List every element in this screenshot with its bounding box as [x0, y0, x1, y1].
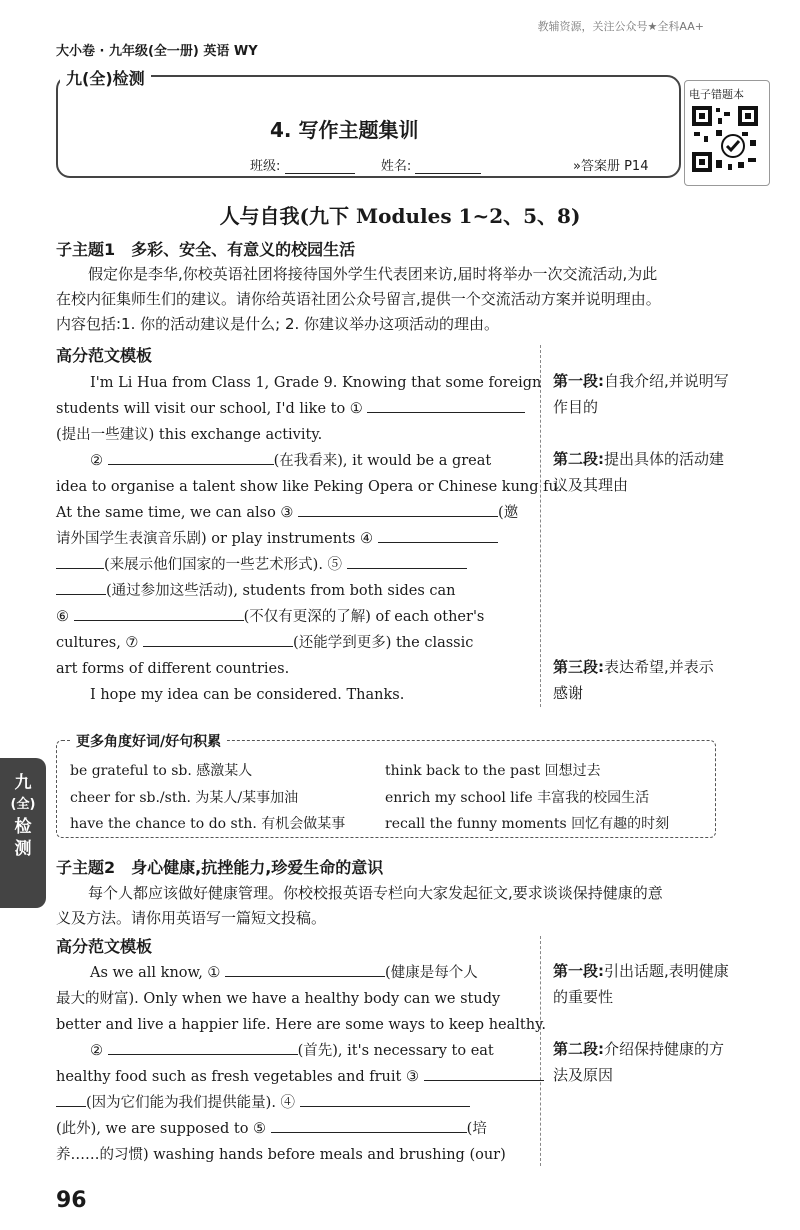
side-tab-char-2: (全) — [10, 797, 36, 812]
t2-note-2b: 法及原因 — [553, 1066, 614, 1084]
t1-line-10 — [56, 604, 484, 630]
topic1-prompt-line2: 在校内征集师生们的建议。请你给英语社团公众号留言,提供一个交流活动方案并说明理由。 — [56, 290, 661, 308]
t1-line-7 — [56, 526, 498, 552]
t1-num-6: ⑥ — [56, 609, 69, 625]
blank-4[interactable] — [378, 526, 498, 543]
t1-note-3b: 感谢 — [553, 684, 584, 702]
class-label: 班级: — [250, 159, 281, 174]
t1-num-2: ② — [90, 453, 103, 469]
topic1-template-label: 高分范文模板 — [56, 346, 153, 365]
t1-line-10-text: (不仅有更深的了解) of each other's — [243, 609, 485, 625]
t2-line-3: better and live a happier life. Here are some ways to keep healthy. — [56, 1017, 546, 1033]
class-blank — [285, 159, 355, 174]
blank-2[interactable] — [108, 448, 274, 465]
main-title: 人与自我(九下 Modules 1~2、5、8) — [219, 204, 581, 228]
book-title: 大小卷 · 九年级(全一册) 英语 WY — [56, 44, 258, 59]
t2-line-8: 养……的习惯) washing hands before meals and brushing (our) — [56, 1147, 506, 1163]
t2-note-1-label: 第一段: — [553, 962, 604, 980]
t2-blank-5[interactable] — [271, 1116, 467, 1133]
t1-line-4-text: (在我看来), it would be a great — [273, 453, 492, 469]
vocab-item-5: have the chance to do sth. 有机会做某事 — [70, 816, 346, 832]
qr-code-icon[interactable] — [690, 104, 760, 174]
blank-5[interactable] — [347, 552, 467, 569]
t1-line-13: I hope my idea can be considered. Thanks. — [90, 687, 405, 703]
topic2-divider — [540, 936, 541, 1166]
t2-line-7-text: (此外), we are supposed to ⑤ — [56, 1121, 267, 1137]
t1-line-11-text: cultures, ⑦ — [56, 635, 139, 651]
vocab-item-6: recall the funny moments 回忆有趣的时刻 — [385, 816, 670, 832]
side-tab-char-3: 检 — [14, 817, 32, 837]
t1-line-5: idea to organise a talent show like Peking Opera or Chinese kung fu. — [56, 479, 563, 495]
t1-note-2-text1: 提出具体的活动建 — [604, 450, 725, 468]
t2-blank-2[interactable] — [108, 1038, 298, 1055]
topic2-heading: 子主题2 身心健康,抗挫能力,珍爱生命的意识 — [56, 858, 384, 877]
topic2-prompt-line1: 每个人都应该做好健康管理。你校校报英语专栏向大家发起征文,要求谈谈保持健康的意 — [88, 884, 663, 902]
t1-line-8-text: (来展示他们国家的一些艺术形式). ⑤ — [104, 557, 343, 573]
t2-line-4 — [90, 1038, 494, 1064]
t2-line-7-tail: (培 — [466, 1121, 487, 1137]
vocab-item-2: think back to the past 回想过去 — [385, 763, 601, 779]
t2-line-1-tail: (健康是每个人 — [385, 965, 478, 981]
t2-line-4-text: (首先), it's necessary to eat — [297, 1043, 494, 1059]
t2-line-5 — [56, 1064, 544, 1090]
t1-line-2 — [56, 396, 525, 422]
blank-4-cont[interactable] — [56, 552, 104, 569]
t1-line-11-tail: (还能学到更多) the classic — [293, 635, 474, 651]
t2-line-2: 最大的财富). Only when we have a healthy body can we study — [56, 991, 501, 1007]
t2-note-2 — [553, 1036, 724, 1062]
t2-blank-3[interactable] — [424, 1064, 544, 1081]
t1-line-8 — [56, 552, 467, 578]
answer-reference: »答案册 P14 — [573, 159, 649, 174]
t1-line-9-text: (通过参加这些活动), students from both sides can — [106, 583, 456, 599]
t2-num-2: ② — [90, 1043, 103, 1059]
t1-note-1 — [553, 368, 729, 394]
t1-note-2-label: 第二段: — [553, 450, 604, 468]
t1-line-11 — [56, 630, 473, 656]
t1-line-3: (提出一些建议) this exchange activity. — [56, 427, 323, 443]
name-label: 姓名: — [380, 159, 412, 174]
page-number: 96 — [56, 1188, 87, 1213]
vocab-title: 更多角度好词/好句积累 — [70, 731, 227, 751]
t2-note-2-text1: 介绍保持健康的方 — [604, 1040, 725, 1058]
name-blank — [415, 159, 481, 174]
watermark-text: 教辅资源，关注公众号★全科AA+ — [537, 20, 704, 33]
t2-note-2-label: 第二段: — [553, 1040, 604, 1058]
t1-note-2 — [553, 446, 724, 472]
t2-blank-3-cont[interactable] — [56, 1090, 86, 1107]
side-tab-text — [8, 772, 38, 860]
qr-label: 电子错题本 — [689, 88, 744, 101]
t2-line-5-text: healthy food such as fresh vegetables and fruit ③ — [56, 1069, 419, 1085]
topic1-heading: 子主题1 多彩、安全、有意义的校园生活 — [56, 240, 356, 259]
t2-line-6-text: (因为它们能为我们提供能量). ④ — [86, 1095, 296, 1111]
t1-note-2b: 议及其理由 — [553, 476, 629, 494]
t1-line-9 — [56, 578, 456, 604]
t1-line-1: I'm Li Hua from Class 1, Grade 9. Knowing that some foreign — [90, 375, 542, 391]
t2-blank-1[interactable] — [225, 960, 385, 977]
t1-note-3-label: 第三段: — [553, 658, 604, 676]
t2-note-1 — [553, 958, 729, 984]
section-title: 4. 写作主题集训 — [270, 118, 419, 142]
side-tab-char-4: 测 — [14, 839, 32, 859]
test-label: 九(全)检测 — [60, 66, 151, 89]
vocab-item-4: enrich my school life 丰富我的校园生活 — [385, 790, 650, 806]
t1-note-3-text1: 表达希望,并表示 — [604, 658, 714, 676]
t1-line-6 — [56, 500, 518, 526]
t1-note-1-label: 第一段: — [553, 372, 604, 390]
t1-note-1b: 作目的 — [553, 398, 599, 416]
t2-note-1b: 的重要性 — [553, 988, 614, 1006]
t2-line-1-text: As we all know, ① — [90, 965, 221, 981]
blank-5-cont[interactable] — [56, 578, 106, 595]
blank-1[interactable] — [367, 396, 525, 413]
t1-note-3 — [553, 654, 714, 680]
class-name-row — [250, 155, 481, 174]
t1-line-4 — [90, 448, 491, 474]
side-tab-char-1: 九 — [14, 773, 32, 793]
t2-blank-4[interactable] — [300, 1090, 470, 1107]
t2-line-7 — [56, 1116, 487, 1142]
topic2-template-label: 高分范文模板 — [56, 937, 153, 956]
vocab-item-1: be grateful to sb. 感激某人 — [70, 763, 253, 779]
t1-line-6-text: At the same time, we can also ③ — [56, 505, 294, 521]
topic1-divider — [540, 345, 541, 707]
t2-line-6 — [56, 1090, 470, 1116]
t2-note-1-text1: 引出话题,表明健康 — [604, 962, 729, 980]
t1-note-1-text1: 自我介绍,并说明写 — [604, 372, 729, 390]
topic1-prompt-line1: 假定你是李华,你校英语社团将接待国外学生代表团来访,届时将举办一次交流活动,为此 — [88, 265, 658, 283]
t2-line-1 — [90, 960, 478, 986]
t1-line-2-text: students will visit our school, I'd like to ① — [56, 401, 363, 417]
blank-6[interactable] — [74, 604, 244, 621]
topic1-prompt-line3: 内容包括:1. 你的活动建议是什么; 2. 你建议举办这项活动的理由。 — [56, 315, 500, 333]
t1-line-12: art forms of different countries. — [56, 661, 290, 677]
blank-7[interactable] — [143, 630, 293, 647]
vocab-item-3: cheer for sb./sth. 为某人/某事加油 — [70, 790, 299, 806]
topic2-prompt-line2: 义及方法。请你用英语写一篇短文投稿。 — [56, 909, 327, 927]
blank-3[interactable] — [298, 500, 498, 517]
t1-line-7-text: 请外国学生表演音乐剧) or play instruments ④ — [56, 531, 373, 547]
t1-line-6-tail: (邀 — [498, 505, 519, 521]
